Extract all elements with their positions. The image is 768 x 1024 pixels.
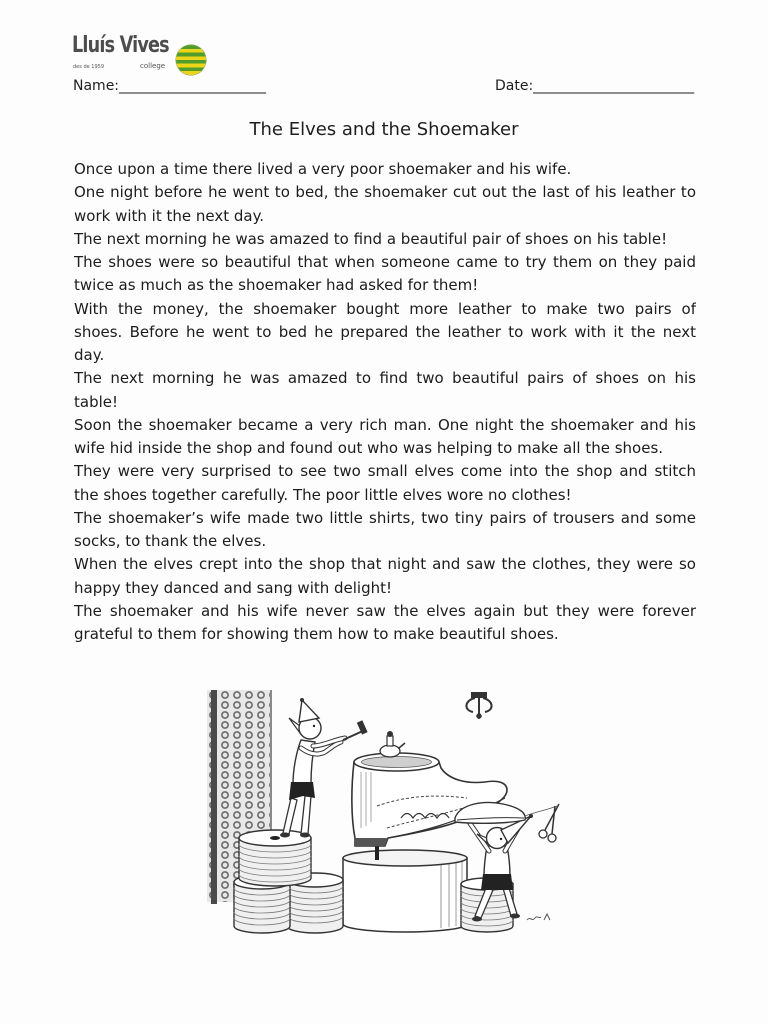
- flask-spout: [399, 743, 405, 748]
- elves-making-shoes-drawing: [205, 688, 563, 936]
- paragraph: [74, 367, 696, 414]
- paragraph-line: Once upon a time there lived a very poor shoemaker and his wife.: [74, 160, 572, 178]
- paragraph: [74, 298, 696, 368]
- paragraph: [74, 460, 696, 507]
- paragraph-line: The next morning he was amazed to find a beautiful pair of shoes on his table!: [74, 229, 668, 248]
- paragraph-line: table!: [74, 392, 119, 411]
- paragraph: [74, 158, 696, 181]
- paragraph-line: shoes. Before he went to bed he prepared the leather to work with it the next: [74, 322, 696, 341]
- logo-tagline: college: [140, 62, 166, 70]
- paragraph-line: The next morning he was amazed to find two beautiful pairs of shoes on his: [74, 369, 696, 388]
- flask-knob: [387, 731, 393, 737]
- paragraph: [74, 507, 696, 554]
- logo-since-text: des de 1959: [73, 64, 105, 70]
- paragraph-line: wife hid inside the shop and found out who was helping to make all the shoes.: [74, 439, 664, 457]
- paragraph: [74, 414, 696, 461]
- table-body: [343, 858, 467, 932]
- paragraph-line: When the elves crept into the shop that night and saw the clothes, they were so: [74, 555, 696, 574]
- elf-shorts: [481, 874, 513, 890]
- elf-leg: [301, 796, 311, 834]
- paragraph-line: work with it the next day.: [74, 206, 265, 225]
- elf-hat: [299, 700, 319, 722]
- logo-wordmark: Lluís Vives: [72, 33, 169, 58]
- elf-foot: [280, 833, 290, 838]
- paragraph-line: They were very surprised to see two small elves come into the shop and stitch: [74, 462, 696, 481]
- scissors-handle: [539, 830, 547, 838]
- lamp-plate: [471, 692, 487, 698]
- paragraph: [74, 181, 696, 228]
- paragraph-line: The shoes were so beautiful that when someone came to try them on they paid: [74, 253, 696, 271]
- flask-neck: [387, 736, 393, 746]
- paragraph-line: socks, to thank the elves.: [74, 532, 267, 550]
- paragraph-line: the shoes together carefully. The poor little elves wore no clothes!: [74, 485, 572, 504]
- spool-hole: [270, 836, 280, 840]
- scissors-blade: [552, 806, 555, 834]
- elf-foot: [510, 914, 520, 919]
- shoe-opening-inner: [362, 757, 432, 768]
- paragraph: [74, 228, 696, 251]
- paragraph-line: happy they danced and sang with delight!: [74, 578, 393, 597]
- elf-leg: [283, 798, 297, 834]
- elf-ear: [289, 718, 300, 733]
- paragraph-line: The shoemaker’s wife made two little shirts, two tiny pairs of trousers and some: [74, 508, 696, 527]
- lamp-flame: [476, 713, 482, 719]
- paragraph-line: With the money, the shoemaker bought more leather to make two pairs of: [74, 299, 696, 318]
- scissors-handle: [548, 834, 556, 842]
- paragraph: [74, 251, 696, 298]
- paragraph-line: day.: [74, 346, 105, 364]
- elf-foot: [300, 833, 310, 838]
- name-field: Name:_____________________: [73, 78, 267, 94]
- elf-eye: [500, 838, 502, 840]
- story-text: [74, 158, 696, 646]
- flask-body: [380, 745, 400, 757]
- paragraph: [74, 553, 696, 600]
- paragraph-line: The shoemaker and his wife never saw the elves again but they were forever: [74, 601, 696, 620]
- artist-signature: [527, 914, 550, 920]
- spool-top-stack: [239, 830, 311, 886]
- scissors-icon: [525, 804, 559, 842]
- paragraph: [74, 600, 696, 647]
- elf-hat-bobble: [300, 698, 304, 702]
- paragraph-line: grateful to them for showing them how to make beautiful shoes.: [74, 625, 559, 643]
- table-top: [343, 850, 467, 866]
- pedestal-table: [343, 850, 467, 932]
- thread: [525, 806, 557, 816]
- paragraph-line: One night before he went to bed, the shoemaker cut out the last of his leather to: [74, 183, 696, 202]
- paragraph-line: twice as much as the shoemaker had asked for them!: [74, 276, 479, 295]
- elf-foot: [472, 917, 482, 922]
- elf-shorts: [289, 782, 315, 800]
- spool-body: [287, 880, 343, 933]
- shoe-heel: [355, 838, 388, 846]
- story-title: The Elves and the Shoemaker: [249, 119, 519, 140]
- paragraph-line: Soon the shoemaker became a very rich man. One night the shoemaker and his: [74, 415, 696, 434]
- striped-circle-icon: [176, 45, 206, 75]
- elf-eye: [313, 725, 315, 727]
- date-field: Date:_______________________: [495, 78, 695, 94]
- wall-lamp-icon: [466, 692, 491, 719]
